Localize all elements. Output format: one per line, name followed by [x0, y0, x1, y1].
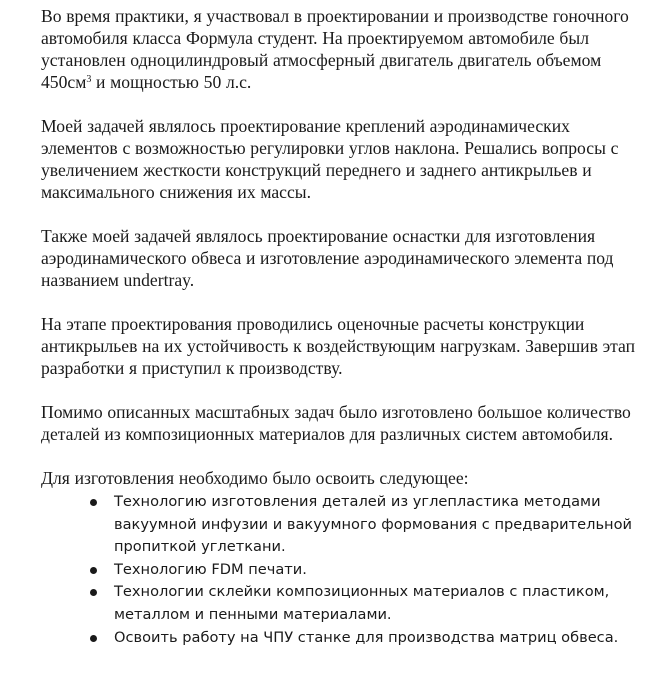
bullet-icon [90, 567, 97, 574]
bullet-icon [90, 499, 97, 506]
paragraph-practice-intro-text: Во время практики, я участвовал в проектировании и производстве гоночного автомобиля класса Формула студент. На проектируемом автомобиле был установлен одноцилиндровый атмосферный двигатель двигатель объемом 450см [41, 6, 629, 92]
list-item [114, 581, 651, 626]
list-item-text: Технологию изготовления деталей из углепластика методами вакуумной инфузии и вакуумного формования с предварительной пропиткой углеткани. [114, 493, 632, 556]
cubic-superscript: 3 [86, 74, 92, 85]
paragraph-practice-intro-tail: и мощностью 50 л.с. [91, 72, 252, 92]
list-item [114, 627, 651, 650]
paragraph-tooling-task: Также моей задачей являлось проектирование оснастки для изготовления аэродинамического обвеса и изготовление аэродинамического элемента под названием undertray. [41, 226, 614, 290]
paragraph-calculations: На этапе проектирования проводились оценочные расчеты конструкции антикрыльев на их устойчивость к воздействующим нагрузкам. Завершив этап разработки я приступил к производству. [41, 314, 636, 378]
list-item-text: Освоить работу на ЧПУ станке для производства матриц обвеса. [114, 628, 619, 646]
list-item [114, 491, 651, 559]
paragraph-composite-parts: Помимо описанных масштабных задач было изготовлено большое количество деталей из композиционных материалов для различных систем автомобиля. [41, 402, 631, 444]
list-item [114, 559, 651, 582]
bullet-icon [90, 589, 97, 596]
skills-list [41, 491, 651, 649]
list-intro: Для изготовления необходимо было освоить следующее: [41, 468, 469, 488]
list-item-text: Технологии склейки композиционных материалов с пластиком, металлом и пенными материалами. [114, 583, 610, 623]
list-item-text: Технологию FDM печати. [114, 560, 307, 578]
paragraph-mounts-task: Моей задачей являлось проектирование креплений аэродинамических элементов с возможностью регулировки углов наклона. Решались вопросы с увеличением жесткости конструкций переднего и заднего антикрыльев и максимального снижения их массы. [41, 116, 619, 202]
document-page [41, 5, 651, 649]
paragraph-practice-intro [41, 5, 651, 93]
bullet-icon [90, 635, 97, 642]
